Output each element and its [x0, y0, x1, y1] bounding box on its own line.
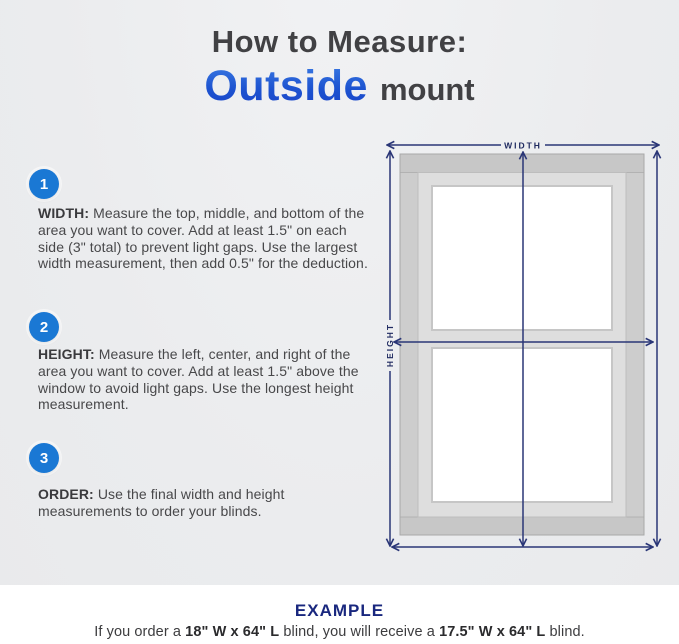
- step-3-text: [38, 486, 376, 520]
- step-1-text: [38, 205, 376, 272]
- example-section: [0, 585, 679, 644]
- title-mount-word: mount: [379, 71, 475, 107]
- window-sill-strip: [401, 517, 644, 535]
- width-label: WIDTH: [504, 140, 542, 151]
- example-ordered-size: 18" W x 64" L: [185, 624, 280, 640]
- page-title: [0, 24, 679, 111]
- step-1-label: WIDTH:: [38, 205, 90, 221]
- step-2-badge: [29, 312, 59, 342]
- window-upper-pane: [432, 186, 612, 330]
- example-heading: EXAMPLE: [294, 601, 385, 620]
- example-middle: blind, you will receive a: [279, 624, 440, 640]
- title-line1: How to Measure:: [211, 24, 468, 59]
- step-3-label: ORDER:: [38, 486, 94, 502]
- step-3-badge: [29, 443, 59, 473]
- step-3-body: Use the final width and height measurements to order your blinds.: [38, 486, 285, 519]
- step-2-text: [38, 346, 376, 413]
- step-1-number: 1: [39, 175, 49, 193]
- window-diagram-svg: [375, 128, 675, 598]
- window-lower-pane: [432, 348, 612, 502]
- title-mount-type: Outside: [204, 61, 368, 110]
- example-sentence: [0, 624, 679, 640]
- step-1-body: Measure the top, middle, and bottom of the area you want to cover. Add at least 1.5" on each side (3" total) to prevent light gaps. Use the largest width measurement, then add 0.5" for the deduction.: [38, 205, 368, 272]
- step-1-badge: [29, 169, 59, 199]
- window-measurement-diagram: [375, 128, 675, 598]
- example-received-size: 17.5" W x 64" L: [439, 624, 546, 640]
- step-2-number: 2: [39, 318, 49, 336]
- height-label: HEIGHT: [385, 322, 395, 368]
- step-2-label: HEIGHT:: [38, 346, 95, 362]
- step-3-number: 3: [39, 449, 49, 467]
- example-prefix: If you order a: [94, 624, 186, 640]
- title-line2: [0, 62, 679, 111]
- example-suffix: blind.: [545, 624, 585, 640]
- window-head-strip: [401, 155, 644, 173]
- step-2-body: Measure the left, center, and right of the area you want to cover. Add at least 1.5" above the window to avoid light gaps. Use the longest height measurement.: [38, 346, 359, 413]
